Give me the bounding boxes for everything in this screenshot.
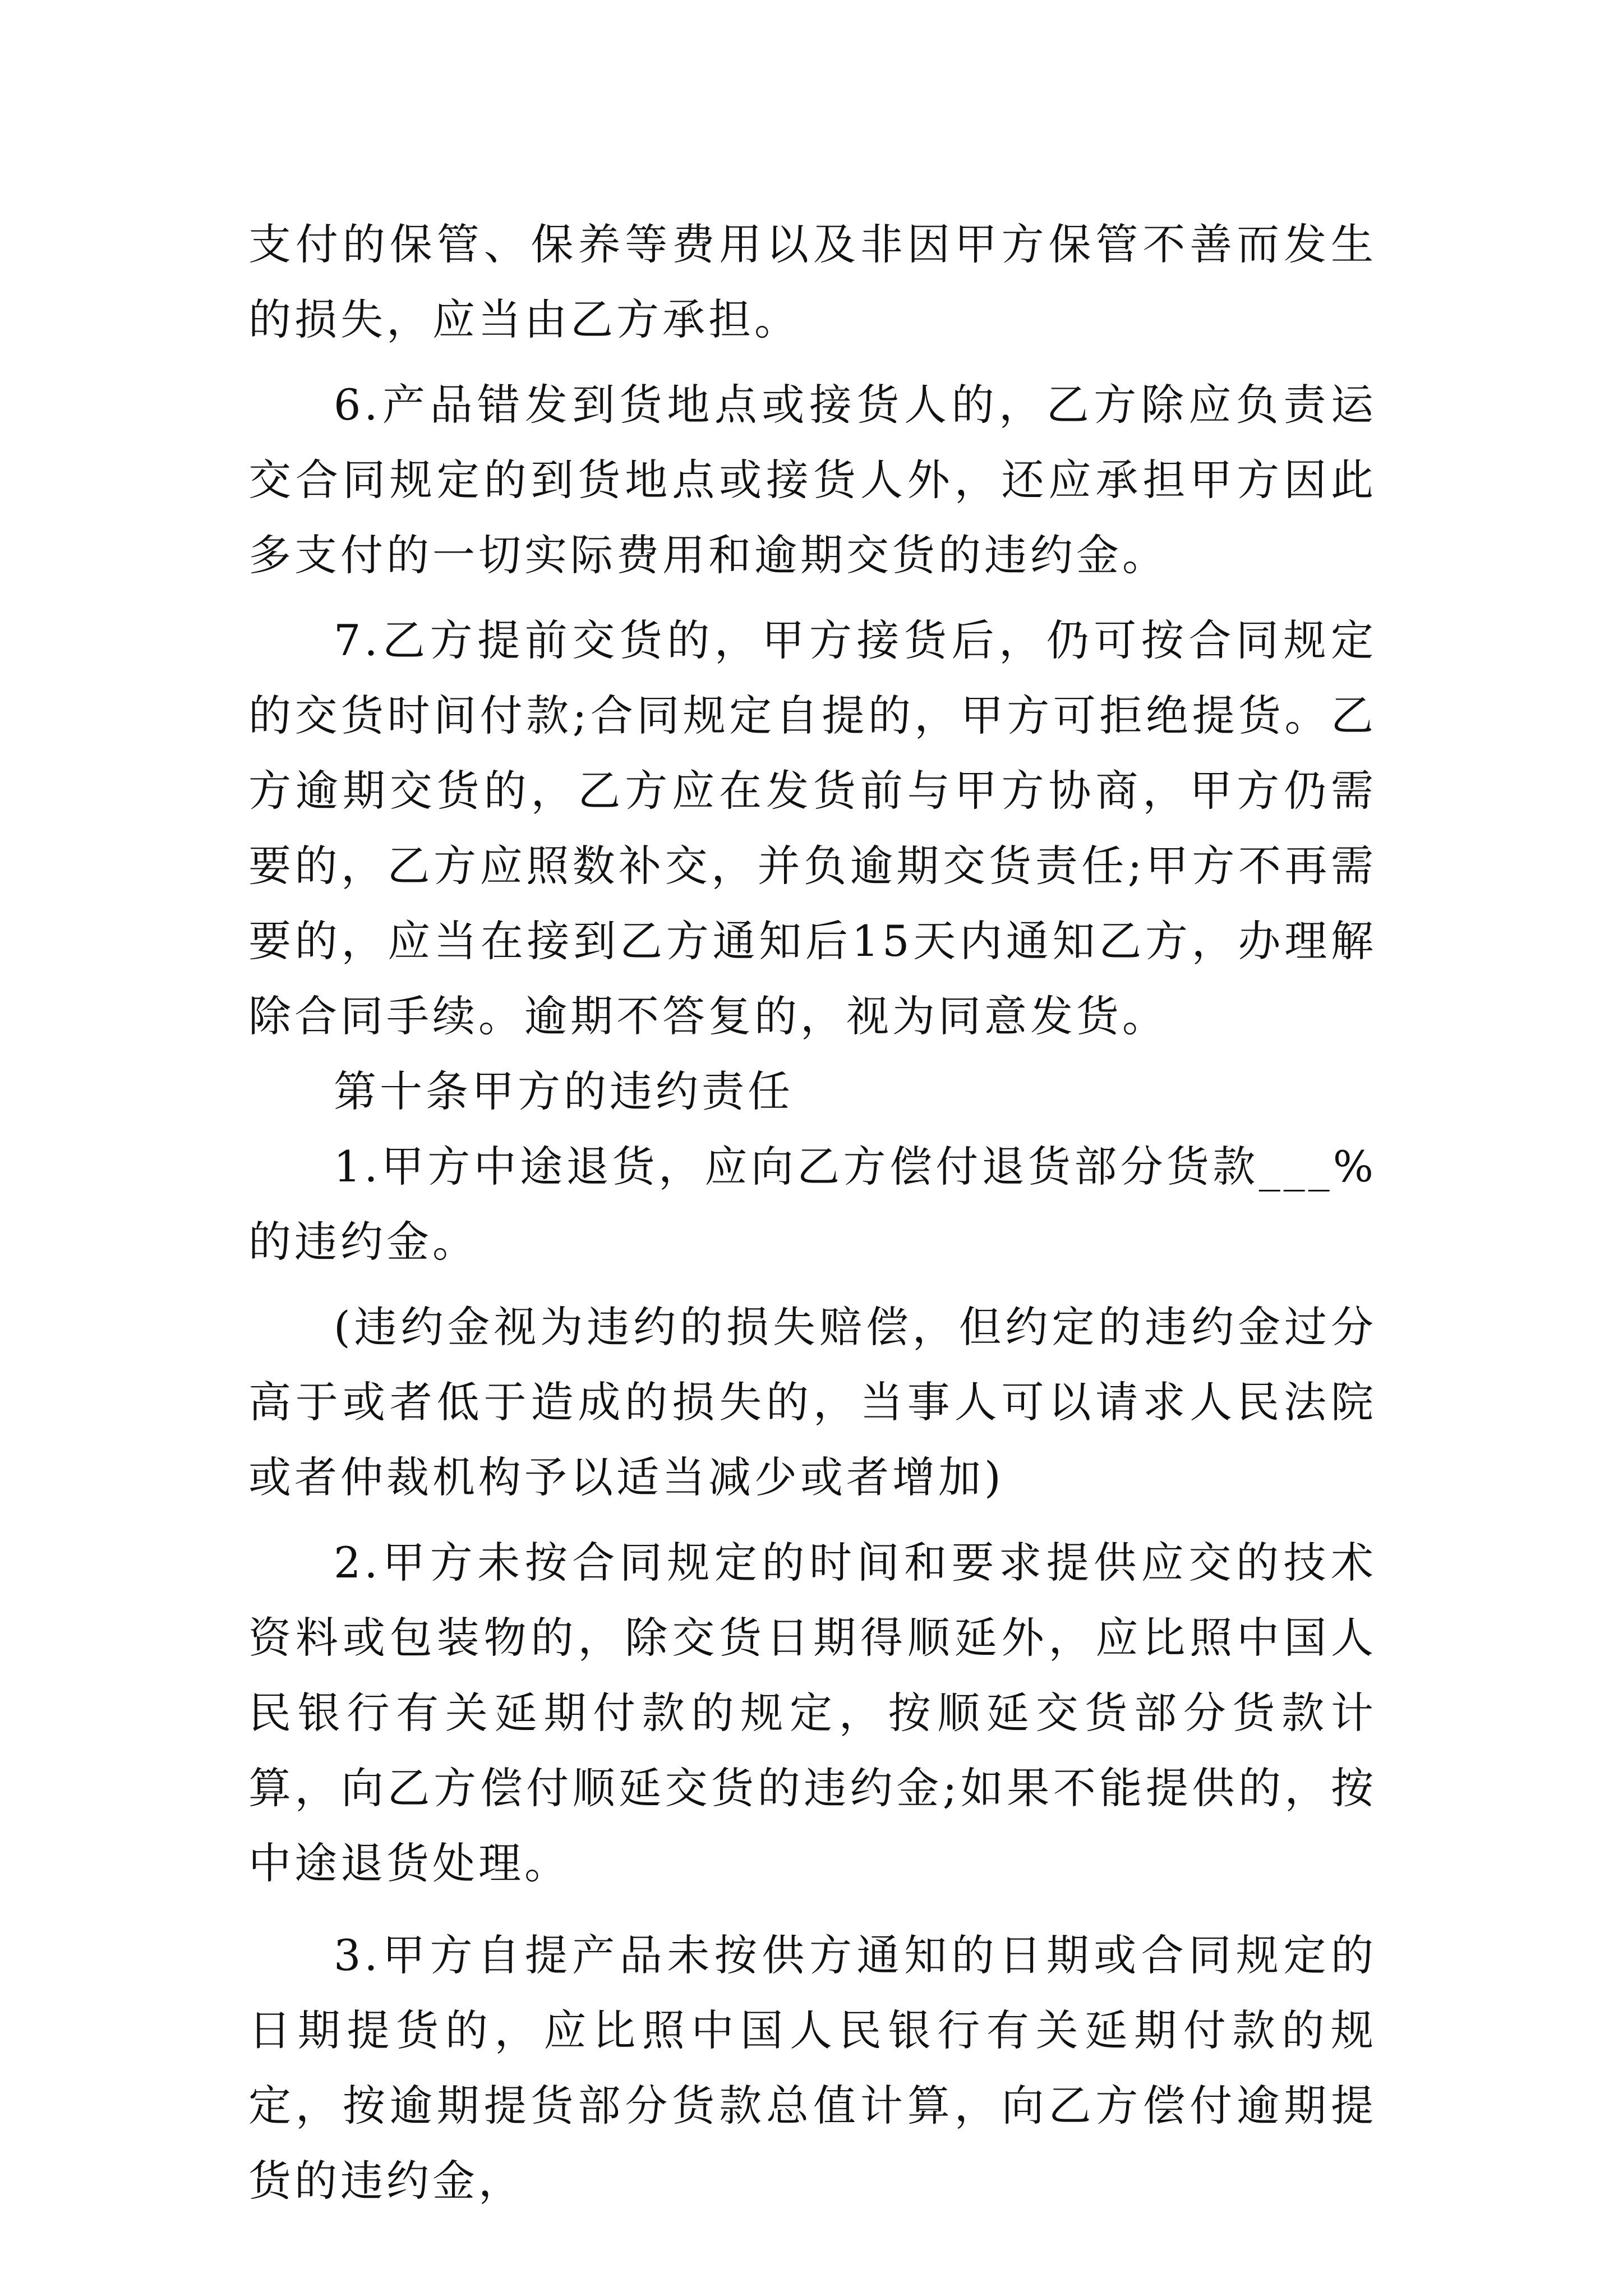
document-page [248,207,1377,2219]
paragraph-note: (违约金视为违约的损失赔偿，但约定的违约金过分高于或者低于造成的损失的，当事人可以请求人民法院或者仲裁机构予以适当减少或者增加) [248,1302,1377,1502]
paragraph-continuation: 支付的保管、保养等费用以及非因甲方保管不善而发生的损失，应当由乙方承担。 [248,219,1377,344]
section-heading-article-10: 第十条甲方的违约责任 [334,1066,794,1116]
paragraph-clause-1: 1.甲方中途退货，应向乙方偿付退货部分货款___%的违约金。 [248,1142,1377,1267]
paragraph-clause-7: 7.乙方提前交货的，甲方接货后，仍可按合同规定的交货时间付款;合同规定自提的，甲方可拒绝提货。乙方逾期交货的，乙方应在发货前与甲方协商，甲方仍需要的，乙方应照数补交，并负逾期交货责任;甲方不再需要的，应当在接到乙方通知后15天内通知乙方，办理解除合同手续。逾期不答复的，视为同意发货。 [248,615,1377,1041]
paragraph-clause-6: 6.产品错发到货地点或接货人的，乙方除应负责运交合同规定的到货地点或接货人外，还应承担甲方因此多支付的一切实际费用和逾期交货的违约金。 [248,380,1377,580]
paragraph-clause-2: 2.甲方未按合同规定的时间和要求提供应交的技术资料或包装物的，除交货日期得顺延外，应比照中国人民银行有关延期付款的规定，按顺延交货部分货款计算，向乙方偿付顺延交货的违约金;如果不能提供的，按中途退货处理。 [248,1538,1377,1888]
paragraph-clause-3: 3.甲方自提产品未按供方通知的日期或合同规定的日期提货的，应比照中国人民银行有关延期付款的规定，按逾期提货部分货款总值计算，向乙方偿付逾期提货的违约金， [248,1930,1377,2206]
